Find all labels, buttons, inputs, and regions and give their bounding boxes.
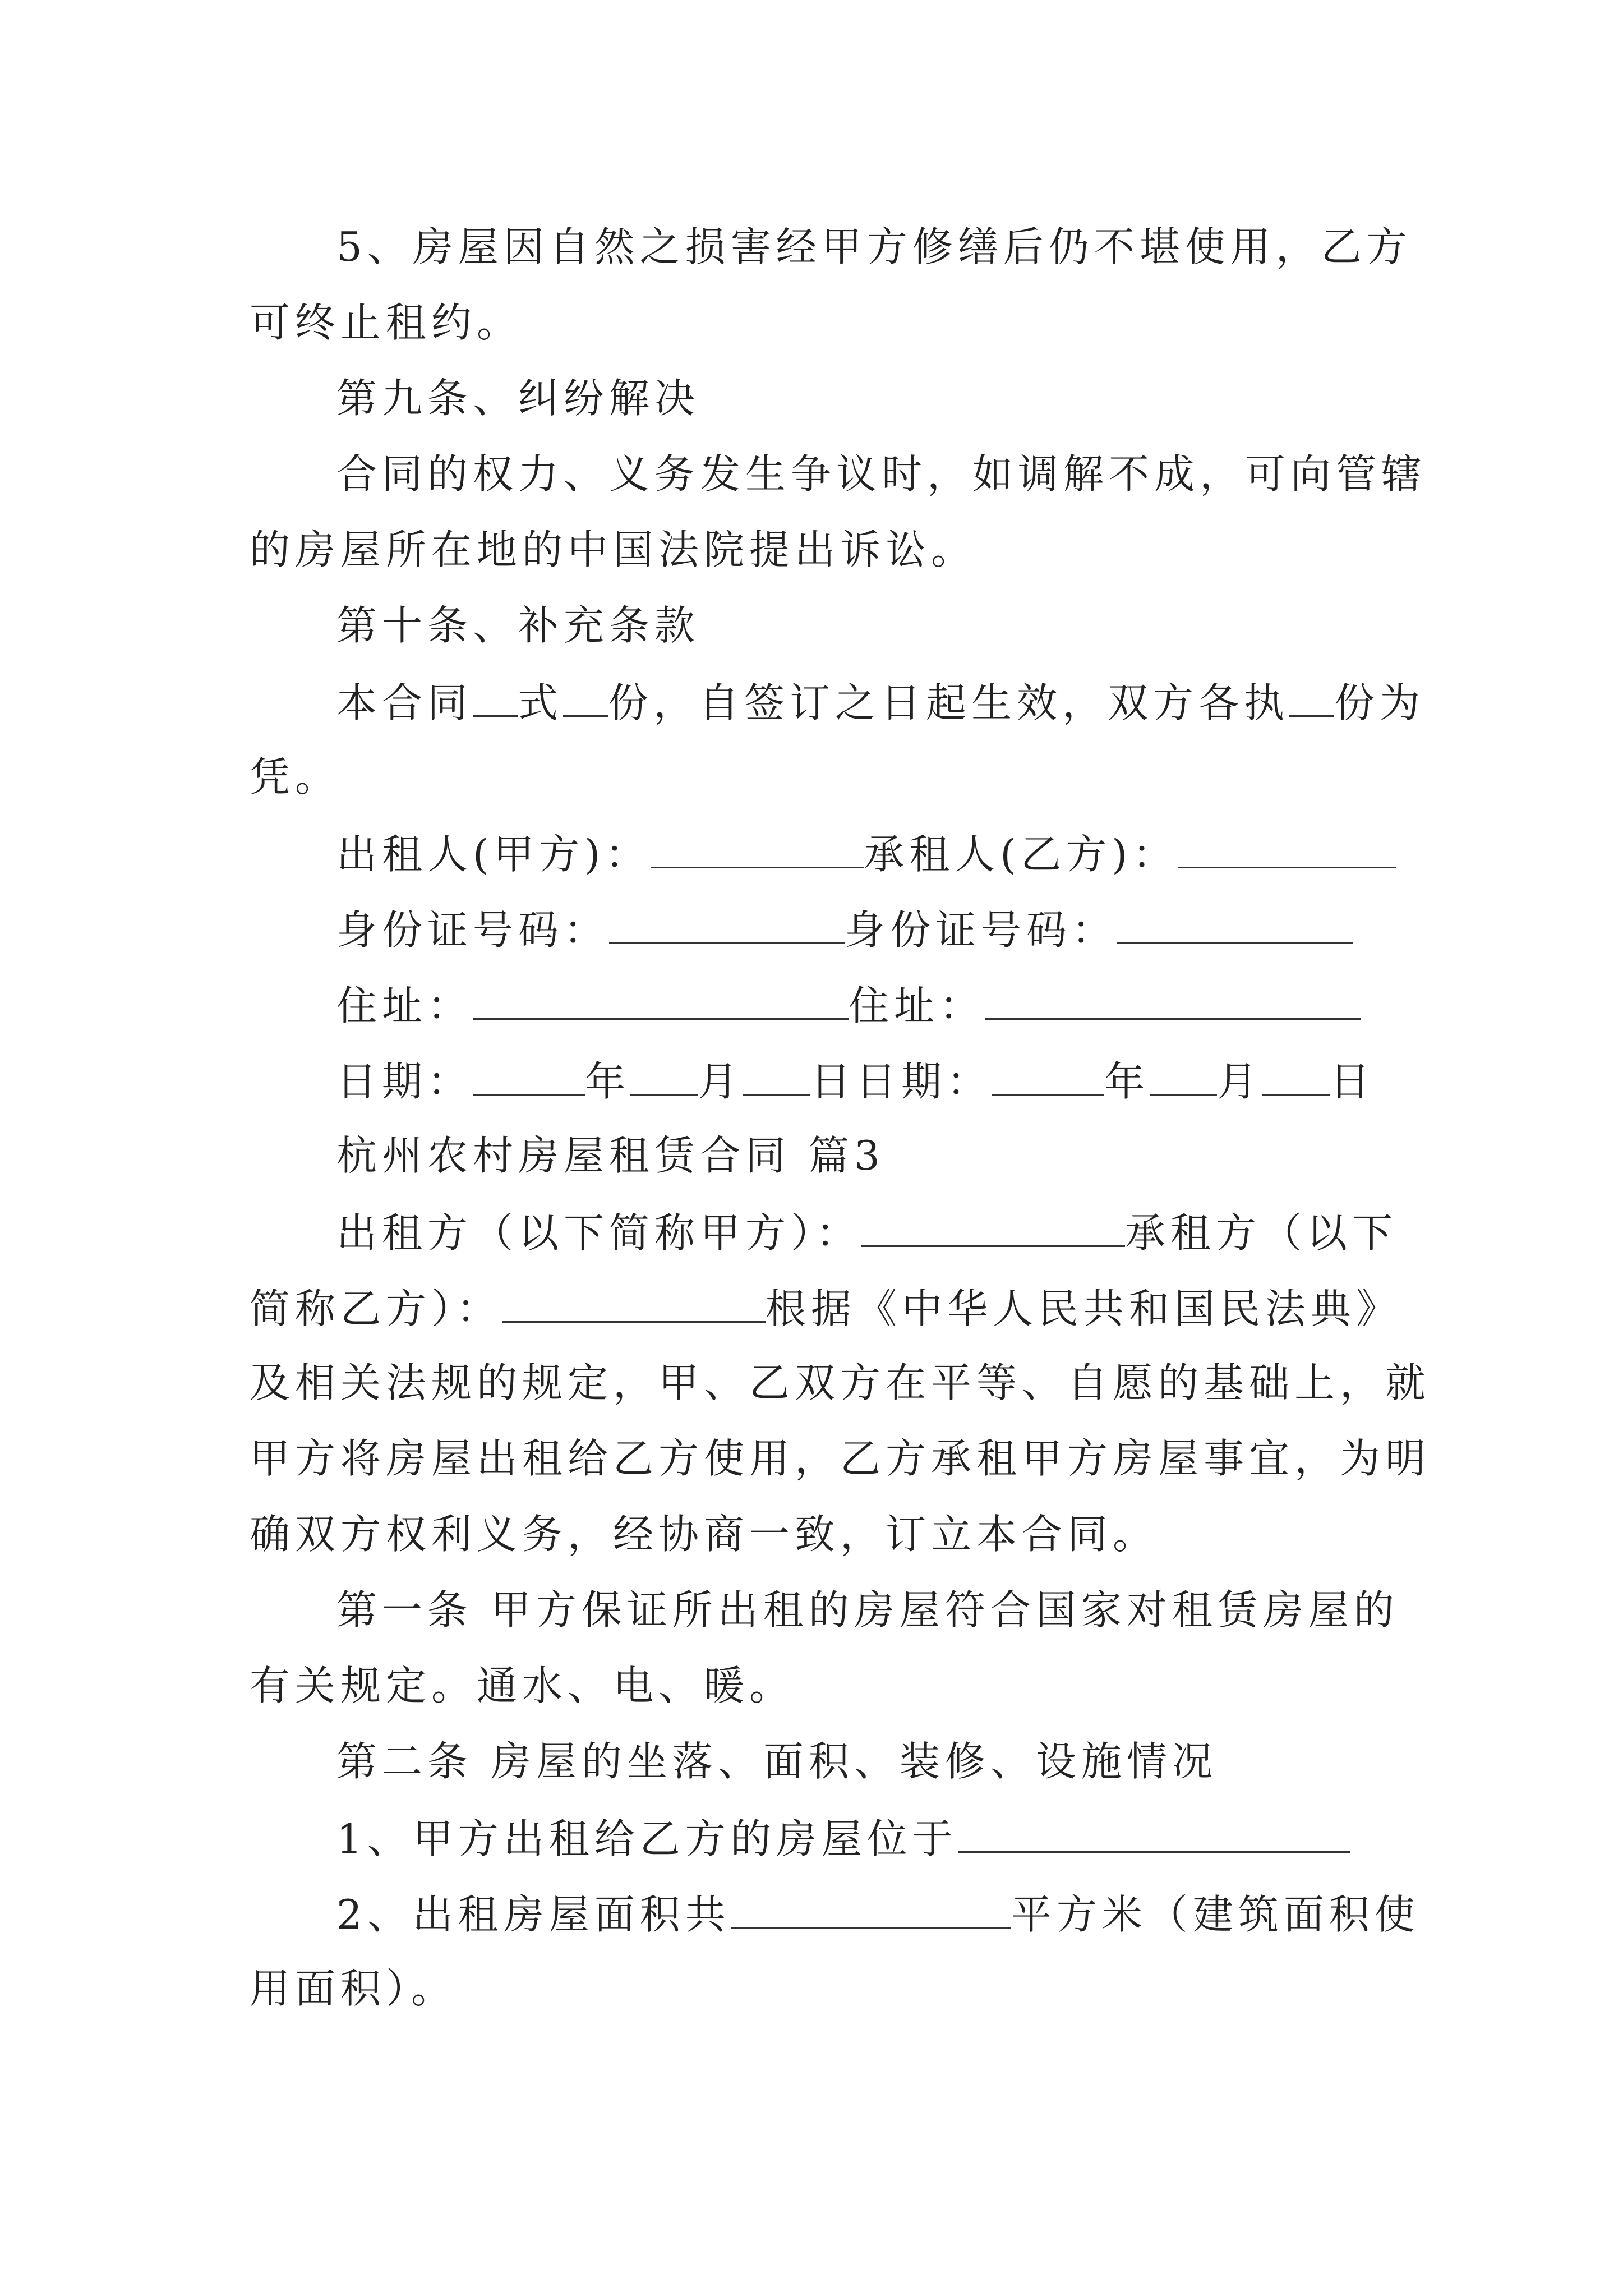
id-label-2: 身份证号码：: [845, 907, 1118, 954]
clause-5-line-1: 5、房屋因自然之损害经甲方修缮后仍不堪使用，乙方: [336, 223, 1412, 270]
item-2-line-2: 用面积）。: [250, 1965, 457, 2012]
legal-basis-text: 根据《中华人民共和国民法典》: [766, 1285, 1402, 1332]
dispute-line-1: 合同的权力、义务发生争议时，如调解不成，可向管辖: [336, 450, 1427, 498]
signature-date-row: [336, 1055, 1375, 1105]
copies-blank-1[interactable]: [473, 676, 518, 717]
article-10-heading: 第十条、补充条款: [336, 602, 700, 649]
address-blank-2[interactable]: [985, 979, 1361, 1020]
copies-text-b: 式: [518, 679, 564, 726]
copies-text-c: 份，自签订之日起生效，双方各执: [608, 679, 1290, 726]
month-label-2: 月: [1217, 1058, 1263, 1105]
contract-3-title: 杭州农村房屋租赁合同 篇3: [336, 1132, 885, 1179]
copies-line-2: 凭。: [250, 753, 341, 800]
area-blank[interactable]: [731, 1888, 1011, 1929]
copies-text-d: 份为: [1334, 679, 1426, 726]
clause-5-line-2: 可终止租约。: [250, 299, 523, 346]
intro-line-3: 及相关法规的规定，甲、乙双方在平等、自愿的基础上，就: [250, 1359, 1431, 1406]
date-label-1: 日期：: [336, 1058, 473, 1105]
day-label-1: 日: [810, 1058, 856, 1105]
year-blank-2[interactable]: [992, 1055, 1104, 1096]
article-1-line-2: 有关规定。通水、电、暖。: [250, 1662, 795, 1709]
lessor-party-blank[interactable]: [861, 1206, 1125, 1247]
signature-address-row: [336, 979, 1361, 1029]
year-label-2: 年: [1104, 1058, 1150, 1105]
area-unit-text: 平方米（建筑面积使: [1011, 1891, 1420, 1938]
day-label-2: 日: [1330, 1058, 1376, 1105]
intro-line-4: 甲方将房屋出租给乙方使用，乙方承租甲方房屋事宜，为明: [250, 1435, 1431, 1482]
month-label-1: 月: [698, 1058, 744, 1105]
signature-lessor-row: [336, 827, 1396, 878]
copies-blank-3[interactable]: [1289, 676, 1334, 717]
copies-text-a: 本合同: [336, 679, 473, 726]
dispute-line-2: 的房屋所在地的中国法院提出诉讼。: [250, 526, 977, 573]
month-blank-2[interactable]: [1150, 1055, 1217, 1096]
address-label-2: 住址：: [849, 982, 985, 1029]
id-label-1: 身份证号码：: [336, 907, 610, 954]
area-label: 2、出租房屋面积共: [336, 1891, 731, 1938]
location-label: 1、甲方出租给乙方的房屋位于: [336, 1815, 958, 1862]
lessee-label: 承租人(乙方)：: [864, 831, 1178, 878]
item-2-line-1: [336, 1888, 1420, 1938]
copies-blank-2[interactable]: [563, 676, 608, 717]
lessee-short-label: 简称乙方）：: [250, 1285, 502, 1332]
lessee-party-label: 承租方（以下: [1125, 1209, 1398, 1257]
year-label-1: 年: [585, 1058, 631, 1105]
address-blank-1[interactable]: [473, 979, 849, 1020]
lessor-label: 出租人(甲方)：: [336, 831, 651, 878]
day-blank-2[interactable]: [1262, 1055, 1330, 1096]
year-blank-1[interactable]: [473, 1055, 585, 1096]
article-2-heading: 第二条 房屋的坐落、面积、装修、设施情况: [336, 1738, 1218, 1785]
intro-line-1: [336, 1206, 1398, 1257]
id-blank-2[interactable]: [1117, 903, 1353, 944]
lessor-blank[interactable]: [651, 827, 864, 868]
article-9-heading: 第九条、纠纷解决: [336, 375, 700, 422]
lessee-blank[interactable]: [1178, 827, 1396, 868]
day-blank-1[interactable]: [743, 1055, 810, 1096]
item-1-line: [336, 1812, 1350, 1862]
intro-line-5: 确双方权利义务，经协商一致，订立本合同。: [250, 1511, 1159, 1558]
month-blank-1[interactable]: [630, 1055, 698, 1096]
lessor-party-label: 出租方（以下简称甲方）：: [336, 1209, 862, 1257]
id-blank-1[interactable]: [609, 903, 845, 944]
location-blank[interactable]: [958, 1812, 1350, 1853]
address-label-1: 住址：: [336, 982, 473, 1029]
date-label-2: 日期：: [856, 1058, 993, 1105]
signature-id-row: [336, 903, 1353, 954]
copies-line-1: [336, 676, 1425, 726]
lessee-party-blank[interactable]: [502, 1282, 766, 1323]
intro-line-2: [250, 1282, 1401, 1332]
article-1-line-1: 第一条 甲方保证所出租的房屋符合国家对租赁房屋的: [336, 1586, 1399, 1634]
